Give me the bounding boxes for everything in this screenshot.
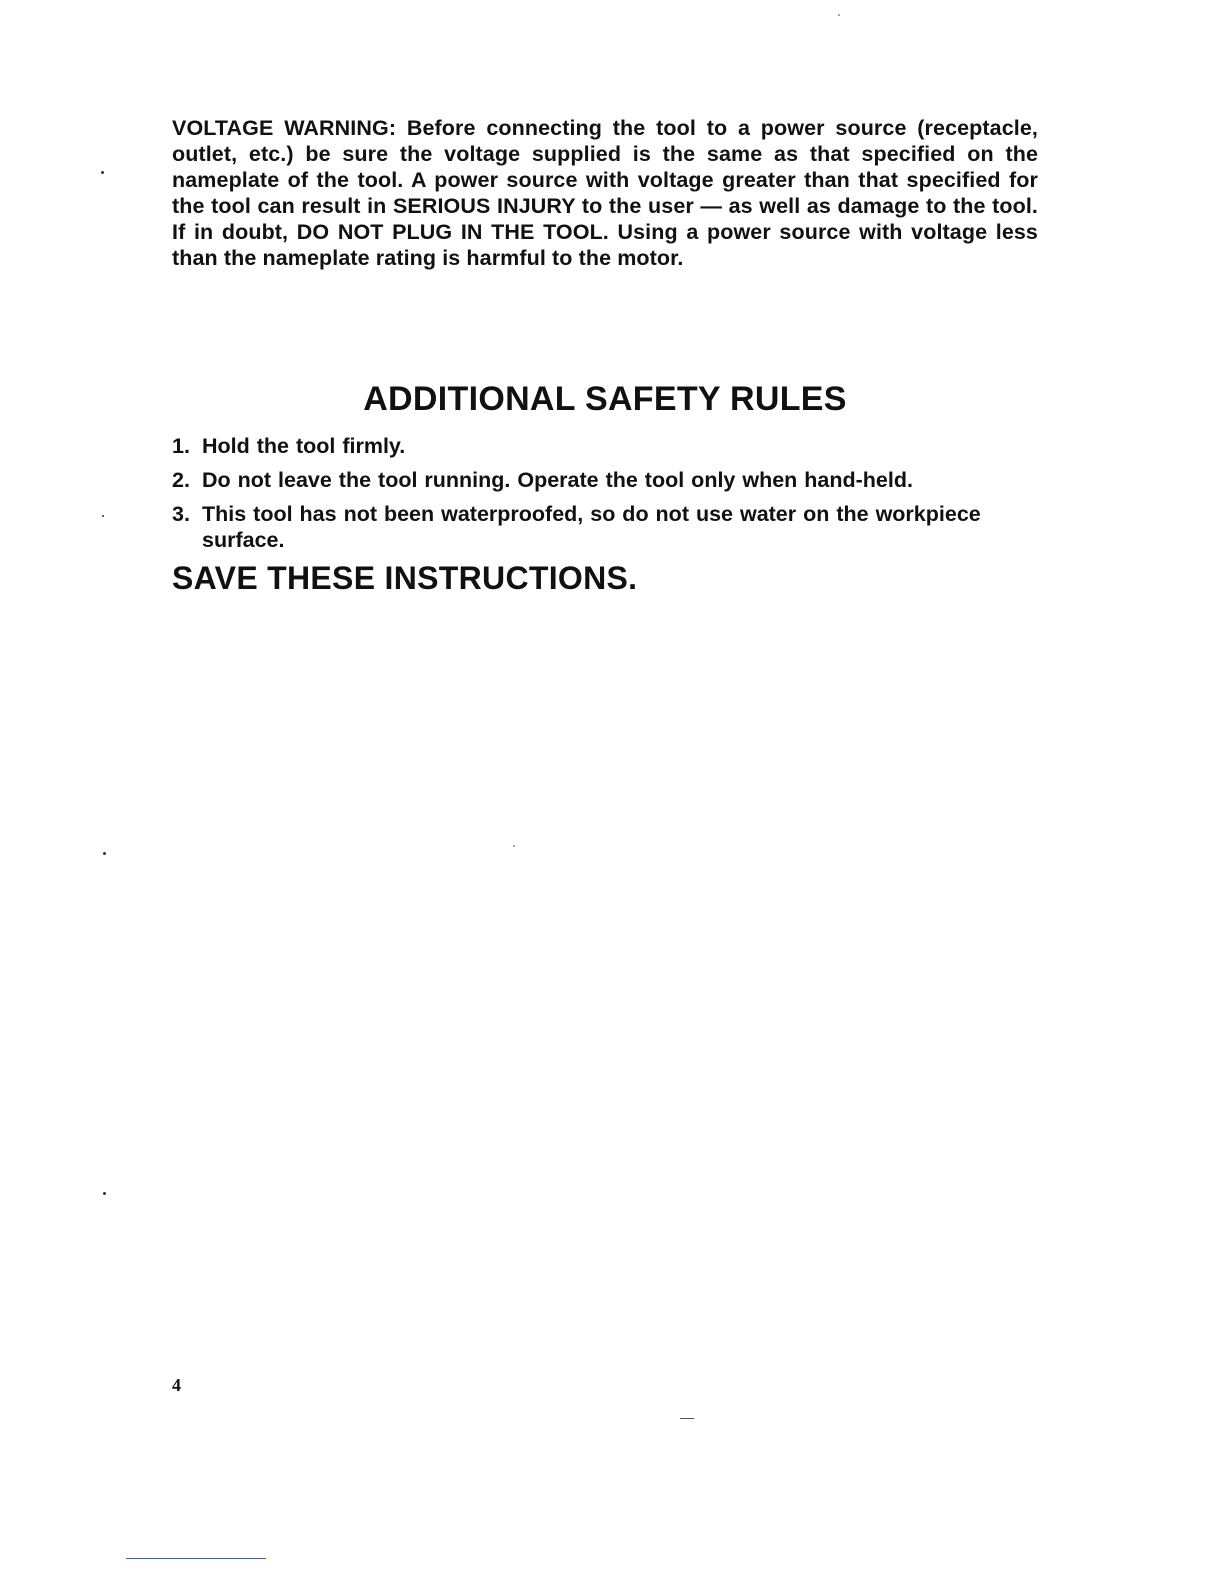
list-item	[172, 433, 1038, 459]
safety-rules-list	[172, 433, 1038, 561]
scan-speck	[103, 852, 106, 855]
list-item	[172, 467, 1038, 493]
rule-number: 1.	[172, 434, 190, 458]
voltage-warning-paragraph: VOLTAGE WARNING: Before connecting the tool to a power source (receptacle, outlet, etc.) be sure the voltage supplied is the same as that specified on the nameplate of the tool. A power source with voltage greater than that specified for the tool can result in SERIOUS INJURY to the user — as well as damage to the tool. If in doubt, DO NOT PLUG IN THE TOOL. Using a power source with voltage less than the nameplate rating is harmful to the motor.	[172, 116, 1038, 270]
save-instructions-heading: SAVE THESE INSTRUCTIONS.	[172, 560, 638, 596]
rule-text: This tool has not been waterproofed, so do not use water on the workpiece surface.	[202, 502, 981, 552]
additional-safety-rules-heading: ADDITIONAL SAFETY RULES	[363, 380, 847, 418]
scan-speck	[513, 845, 515, 847]
rule-text: Hold the tool firmly.	[202, 434, 406, 458]
page-number: 4	[172, 1375, 181, 1395]
scan-speck	[103, 1192, 106, 1195]
page-edge-rule	[126, 1558, 266, 1559]
rule-number: 2.	[172, 468, 190, 492]
scan-speck	[838, 14, 840, 16]
rule-text: Do not leave the tool running. Operate the tool only when hand-held.	[202, 468, 913, 492]
list-item	[172, 501, 1038, 553]
scan-speck	[102, 515, 104, 517]
scan-speck	[101, 171, 104, 174]
scan-mark	[680, 1418, 694, 1419]
rule-number: 3.	[172, 502, 190, 526]
